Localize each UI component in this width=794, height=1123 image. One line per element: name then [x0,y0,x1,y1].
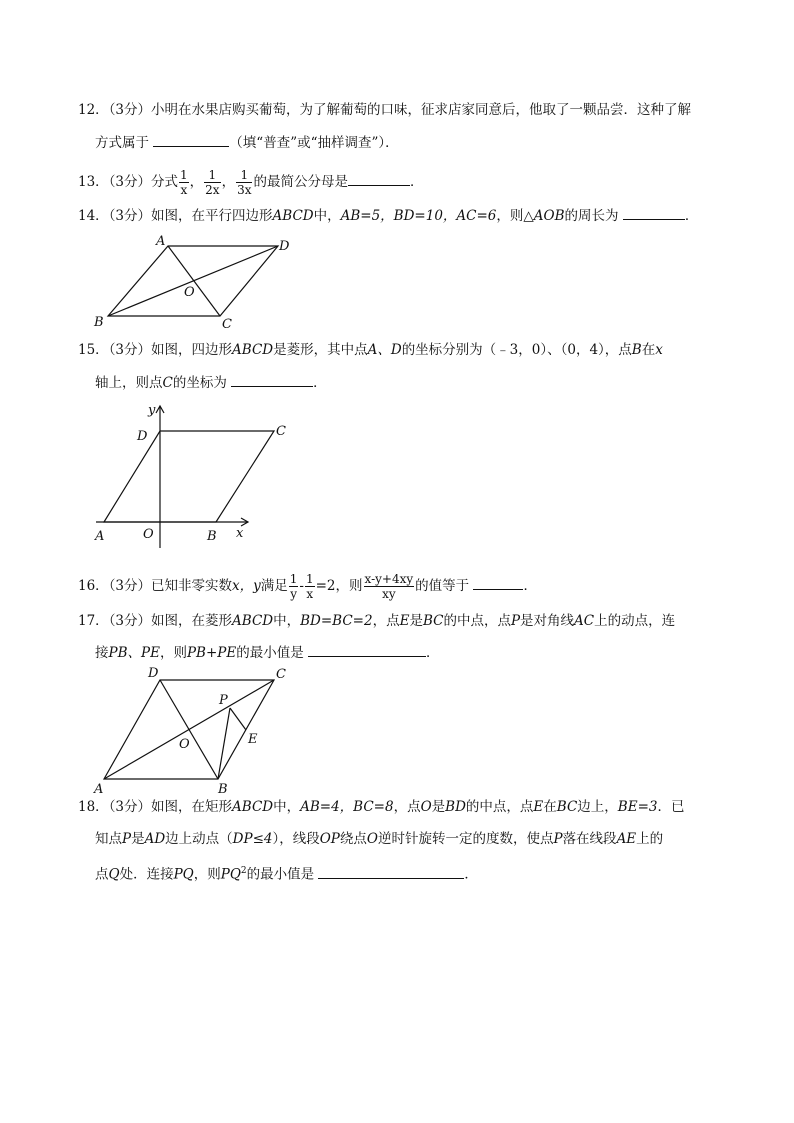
q17-text2b: ，则 [159,645,187,661]
q18-line3 [95,861,478,885]
q13-f3-den: 3x [237,183,252,197]
q13-f1-num: 1 [180,168,188,182]
q14-parallelogram-diagram [90,232,300,332]
q13-f3-num: 1 [236,168,252,183]
q18-text2a: 知点 [95,831,122,847]
q17-text1a: 如图，在菱形 [151,613,233,629]
q14-label-b: B [94,315,104,330]
q16-f2-den: x [306,587,314,601]
q18-text2c: 边上动点（ [165,831,233,847]
q14-aob: AOB [533,208,565,224]
q18-ae: AE [616,831,637,847]
q18-text2d: ），线段 [272,831,320,847]
q14-condition: AB=5，BD=10，AC=6 [340,208,497,224]
q16-f1-den: y [290,587,297,601]
q17-label-o: O [179,737,190,752]
q17-text1b: 中， [273,613,301,629]
q18-text1d: 是 [431,799,446,815]
q18-line2 [95,829,663,849]
q18-text1a: 如图，在矩形 [151,799,233,815]
q17-end: ． [426,645,440,661]
q17-text1f: 是对角线 [520,613,575,629]
q16-fraction-1 [289,572,299,601]
q18-p: P [122,831,132,847]
q16-text-a: 已知非零实数 [151,578,233,594]
q17-text1c: ，点 [372,613,400,629]
q17-bc: BC [422,613,444,629]
q17-p: P [510,613,521,629]
q18-text3b: 处．连接 [119,866,174,883]
q12-text: 小明在水果店购买葡萄，为了解葡萄的口味，征求店家同意后，他取了一颗品尝．这种了解 [151,102,692,118]
q17-abcd: ABCD [232,613,274,629]
q18-abcd: ABCD [232,799,274,815]
q13-fraction-2 [204,168,220,197]
q14-abcd: ABCD [272,208,314,224]
q18-text2e: 绕点 [339,831,367,847]
q17-rhombus-diagram [90,662,300,802]
q16-f3-den: xy [382,587,396,601]
q18-line1 [78,797,684,817]
q17-condition: BD=BC=2 [300,613,373,629]
q18-be: BE=3 [617,799,658,815]
q18-text1c: ，点 [393,799,421,815]
q13-score: （3分） [108,174,152,190]
q12-line2 [95,132,399,153]
q17-text1d: 是 [409,613,423,629]
q15-b: B [631,342,642,358]
q17-text1e: 的中点，点 [443,613,511,629]
q13-fraction-3 [236,168,252,197]
q17-diagonal-bd [160,680,218,779]
q17-text2c: 的最小值是 [236,645,304,661]
q18-text1g: 边上， [577,799,618,815]
q18-text1h: ．已 [657,799,685,815]
q14-text-a: 如图，在平行四边形 [151,208,273,224]
q18-pq: PQ [173,866,194,883]
q18-op: OP [319,831,340,847]
q15-text1d: 在 [641,342,656,358]
q17-score: （3分） [108,613,152,629]
q14-score: （3分） [108,208,152,224]
q17-label-d: D [148,666,159,681]
q15-score: （3分） [108,342,152,358]
q16-answer-blank[interactable] [473,575,523,590]
q13-f1-den: x [180,183,188,197]
q15-x: x [655,342,663,358]
q18-text2f: 逆时针旋转一定的度数，使点 [377,831,554,847]
q15-label-c: C [276,424,286,439]
q12-text2a: 方式属于 [95,135,149,151]
q18-ad: AD [144,831,166,847]
q17-text1g: 上的动点，连 [594,613,676,629]
q14-text-c: ，则△ [496,208,534,224]
q12-line1 [78,100,691,120]
q18-text2h: 上的 [636,831,664,847]
q15-number: 15． [78,342,109,358]
q14-label-d: D [279,239,290,254]
q18-p2: P [553,831,563,847]
q15-label-a: A [95,529,105,544]
q18-text1b: 中， [273,799,301,815]
q18-text2g: 落在线段 [562,831,617,847]
q15-text2b: 的坐标为 [172,375,227,391]
q13-suffix: 的最简公分母是 [253,174,348,190]
q17-label-p: P [219,693,228,708]
q15-label-y: y [148,403,156,418]
q18-e: E [533,799,544,815]
q15-label-o: O [143,527,154,542]
q14-end: ． [684,208,699,224]
q13-fraction-1 [179,168,189,197]
q15-end: ． [313,375,327,391]
q18-number: 18． [78,799,109,815]
q13-line [78,168,423,197]
q15-text1c: 的坐标分别为（﹣3，0）、（0，4），点 [401,342,632,358]
q18-text3a: 点 [95,866,109,883]
q16-end: ． [523,578,537,594]
q14-number: 14． [78,208,109,224]
q17-number: 17． [78,613,109,629]
q17-sum: PB+PE [186,645,237,661]
q15-label-d: D [137,429,148,444]
q18-text1f: 在 [543,799,557,815]
q18-answer-blank[interactable] [318,864,464,879]
q18-superscript: 2 [240,866,247,876]
q13-prefix: 分式 [151,174,179,190]
q18-text2b: 是 [131,831,145,847]
q15-answer-blank[interactable] [231,372,313,387]
q12-text2b: （填“普查”或“抽样调查”）． [229,135,399,151]
q13-end: ． [409,174,424,190]
q16-score: （3分） [108,578,152,594]
q16-eq: =2，则 [315,578,363,594]
q18-q: Q [108,866,120,883]
q16-f2-num: 1 [305,572,314,586]
q17-text2a: 接 [95,645,109,661]
q15-ad: A、D [367,342,402,358]
q18-o2: O [366,831,378,847]
q16-text-b: 满足 [260,578,288,594]
q12-answer-blank[interactable] [153,132,229,147]
q16-fraction-2 [305,572,315,601]
q13-answer-blank[interactable] [348,171,410,186]
q15-label-x: x [236,526,244,541]
q17-line1 [78,611,675,631]
q17-ac: AC [574,613,595,629]
q18-bd: BD [445,799,466,815]
q18-text3d: 的最小值是 [246,866,315,883]
q12-score: （3分） [108,102,152,118]
q15-rhombus [104,431,274,522]
q18-condition: AB=4，BC=8 [300,799,394,815]
q18-end: ． [464,866,478,883]
q14-label-a: A [156,234,166,249]
q15-text1a: 如图，四边形 [151,342,233,358]
q14-text-d: 的周长为 [564,208,619,224]
q17-label-e: E [248,732,258,747]
q16-fraction-3 [364,572,415,601]
q15-rhombus-diagram [90,398,290,558]
q13-f2-den: 2x [205,183,220,197]
q16-xy: x，y [232,578,261,594]
q17-segment-pe [230,708,246,730]
q15-text2a: 轴上，则点 [95,375,163,391]
q17-e: E [399,613,410,629]
q16-minus: - [299,578,304,594]
q16-number: 16． [78,578,109,594]
q18-text3c: ，则 [193,866,221,883]
q15-text1b: 是菱形，其中点 [273,342,368,358]
q15-c: C [162,375,173,391]
q15-line2 [95,372,327,393]
q13-comma-2: ， [221,174,236,190]
q18-o: O [420,799,432,815]
q16-text-c: 的值等于 [415,578,470,594]
q15-label-b: B [207,529,217,544]
q16-f3-num: x-y+4xy [364,572,414,586]
q17-answer-blank[interactable] [308,642,426,657]
q17-label-b: B [218,782,228,797]
q17-label-c: C [276,667,286,682]
q16-line [78,572,537,601]
q17-pbpe: PB、PE [108,645,160,661]
q15-abcd: ABCD [232,342,274,358]
q15-line1 [78,340,663,360]
q13-f2-num: 1 [204,168,220,183]
q18-bc: BC [556,799,578,815]
q13-comma-1: ， [189,174,204,190]
q17-line2 [95,642,440,663]
q13-number: 13． [78,174,109,190]
q14-text-b: 中， [313,208,341,224]
q14-label-o: O [184,285,195,300]
q18-text1e: 的中点，点 [465,799,534,815]
q17-label-a: A [94,782,104,797]
q16-f1-num: 1 [289,572,298,586]
q14-diagonal-bd [108,246,278,316]
q14-label-c: C [222,317,232,332]
q18-dp: DP≤4 [232,831,273,847]
q14-answer-blank[interactable] [623,205,685,220]
q18-pq2: PQ [220,866,241,883]
q18-score: （3分） [108,799,152,815]
q12-number: 12． [78,102,109,118]
q14-line [78,205,698,226]
